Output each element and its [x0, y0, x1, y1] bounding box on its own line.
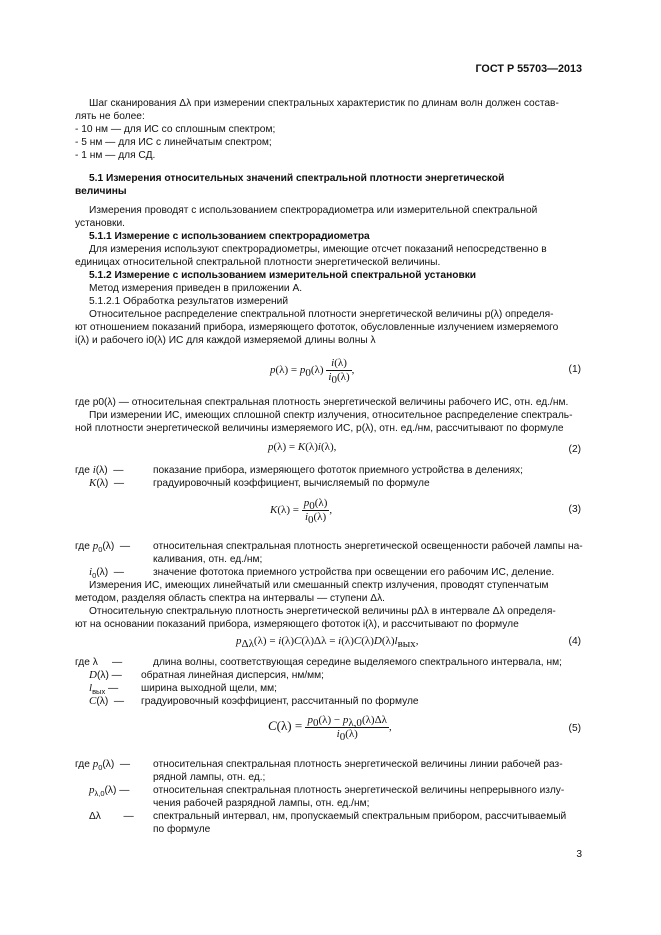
definition-line: где p0(λ) — относительная спектральная плотность энергетической величины рабочего ИС, отн. ед./нм. [75, 397, 569, 408]
paragraph-line: ют отношением показаний прибора, измеряющего фототок, обусловленные излучением измеряемого [75, 322, 559, 333]
equation-number: (5) [568, 723, 581, 734]
definition-symbol: K(λ) — [89, 477, 125, 489]
paragraph-line: ной плотности энергетической величины измеряемого ИС, p(λ), отн. ед./нм, рассчитывают по формуле [75, 423, 564, 434]
equation-number: (2) [568, 444, 581, 455]
intro-line-2: лять не более: [75, 111, 145, 122]
paragraph-line: единицах относительной спектральной плотности энергетической величины. [75, 257, 441, 268]
paragraph-line: Для измерения используют спектрорадиометры, имеющие отсчет показаний непосредственно в [89, 244, 547, 255]
equation-1: $p(\lambda) = p_0(\lambda)$ $\frac{i(\lambda)}{i_0(\lambda)}$ , [270, 357, 355, 387]
intro-item: - 1 нм — для СД. [75, 150, 156, 161]
page-number: 3 [576, 849, 582, 860]
definition-symbol: $l_{вых}$ — [89, 682, 119, 697]
definition-symbol: D(λ) — [89, 669, 122, 681]
definition-line: относительная спектральная плотность энергетической величины непрерывного излу- [153, 785, 565, 796]
paragraph-line: Метод измерения приведен в приложении А. [89, 283, 303, 294]
definition-line: спектральный интервал, нм, пропускаемый спектральным прибором, рассчитываемый [153, 811, 567, 822]
intro-item: - 5 нм — для ИС с линейчатым спектром; [75, 137, 272, 148]
definition-symbol: где $p_0(\lambda)$ — [75, 758, 131, 773]
equation-4: $p_{\Delta\lambda}(\lambda) = i(\lambda)C(\lambda)\Delta\lambda = i(\lambda)C(\lambda)D(\lambda)l_{вых}$, [236, 635, 419, 651]
equation-5: C(λ) = $\frac{p_0(\lambda) - p_{\lambda,0}(\lambda)\Delta\lambda}{i_0(\lambda)}$ , [268, 714, 392, 744]
definition-line: чения рабочей разрядной лампы, отн. ед./нм; [153, 798, 370, 809]
definition-symbol: C(λ) — [89, 695, 125, 707]
definition-line: каливания, отн. ед./нм; [153, 554, 263, 565]
intro-item: - 10 нм — для ИС со сплошным спектром; [75, 124, 276, 135]
paragraph-line: установки. [75, 218, 125, 229]
definition-symbol: Δλ — [89, 811, 134, 822]
subsection-title: 5.1.2.1 Обработка результатов измерений [89, 296, 289, 307]
paragraph-line: методом, разделяя область спектра на интервалы — ступени Δλ. [75, 593, 385, 604]
paragraph-line: Измерения проводят с использованием спектрорадиометра или измерительной спектральной [89, 205, 538, 216]
equation-number: (1) [568, 364, 581, 375]
equation-number: (4) [568, 636, 581, 647]
paragraph-line: ют на основании показаний прибора, измеряющего фототок i(λ), и рассчитывают по формуле [75, 619, 519, 630]
section-title: 5.1 Измерения относительных значений спектральной плотности энергетической [89, 173, 505, 184]
definition-symbol: где λ — [75, 657, 123, 668]
paragraph-line: При измерении ИС, имеющих сплошной спектр излучения, относительное распределение спектраль- [89, 410, 573, 421]
paragraph-line: Относительное распределение спектральной плотности энергетической величины p(λ) определя- [89, 309, 554, 320]
definition-line: показание прибора, измеряющего фототок приемного устройства в делениях; [153, 465, 523, 476]
section-title: величины [75, 186, 127, 197]
definition-symbol: $i_0(\lambda)$ — [89, 566, 124, 581]
definition-line: по формуле [153, 824, 211, 835]
definition-symbol: где $p_0(\lambda)$ — [75, 540, 131, 555]
equation-2: p(λ) = K(λ)i(λ), [268, 441, 337, 453]
equation-3: K(λ) = $\frac{p_0(\lambda)}{i_0(\lambda)}$ , [270, 497, 333, 527]
definition-symbol: где i(λ) — [75, 464, 124, 476]
definition-line: ширина выходной щели, мм; [141, 683, 277, 694]
definition-line: градуировочный коэффициент, рассчитанный по формуле [141, 696, 419, 707]
section-title: 5.1.1 Измерение с использованием спектрорадиометра [89, 231, 370, 242]
section-title: 5.1.2 Измерение с использованием измерительной спектральной установки [89, 270, 477, 281]
definition-line: градуировочный коэффициент, вычисляемый по формуле [153, 478, 430, 489]
definition-line: значение фототока приемного устройства при освещении его рабочим ИС, деление. [153, 567, 555, 578]
definition-line: относительная спектральная плотность энергетической величины линии рабочей раз- [153, 759, 563, 770]
definition-line: длина волны, соответствующая середине выделяемого спектрального интервала, нм; [153, 657, 562, 668]
definition-symbol: $p_{\lambda,0}(\lambda)$ — [89, 784, 130, 799]
paragraph-line: Измерения ИС, имеющих линейчатый или смешанный спектр излучения, проводят ступенчатым [89, 580, 549, 591]
paragraph-line: i(λ) и рабочего i0(λ) ИС для каждой измеряемой длины волны λ [75, 335, 376, 346]
definition-line: рядной лампы, отн. ед.; [153, 772, 266, 783]
document-header: ГОСТ Р 55703—2013 [475, 63, 582, 75]
definition-line: относительная спектральная плотность энергетической освещенности рабочей лампы на- [153, 541, 583, 552]
definition-line: обратная линейная дисперсия, нм/мм; [141, 670, 325, 681]
intro-line-1: Шаг сканирования Δλ при измерении спектральных характеристик по длинам волн должен состав- [89, 98, 559, 109]
equation-number: (3) [568, 504, 581, 515]
paragraph-line: Относительную спектральную плотность энергетической величины pΔλ в интервале Δλ определя- [89, 606, 556, 617]
